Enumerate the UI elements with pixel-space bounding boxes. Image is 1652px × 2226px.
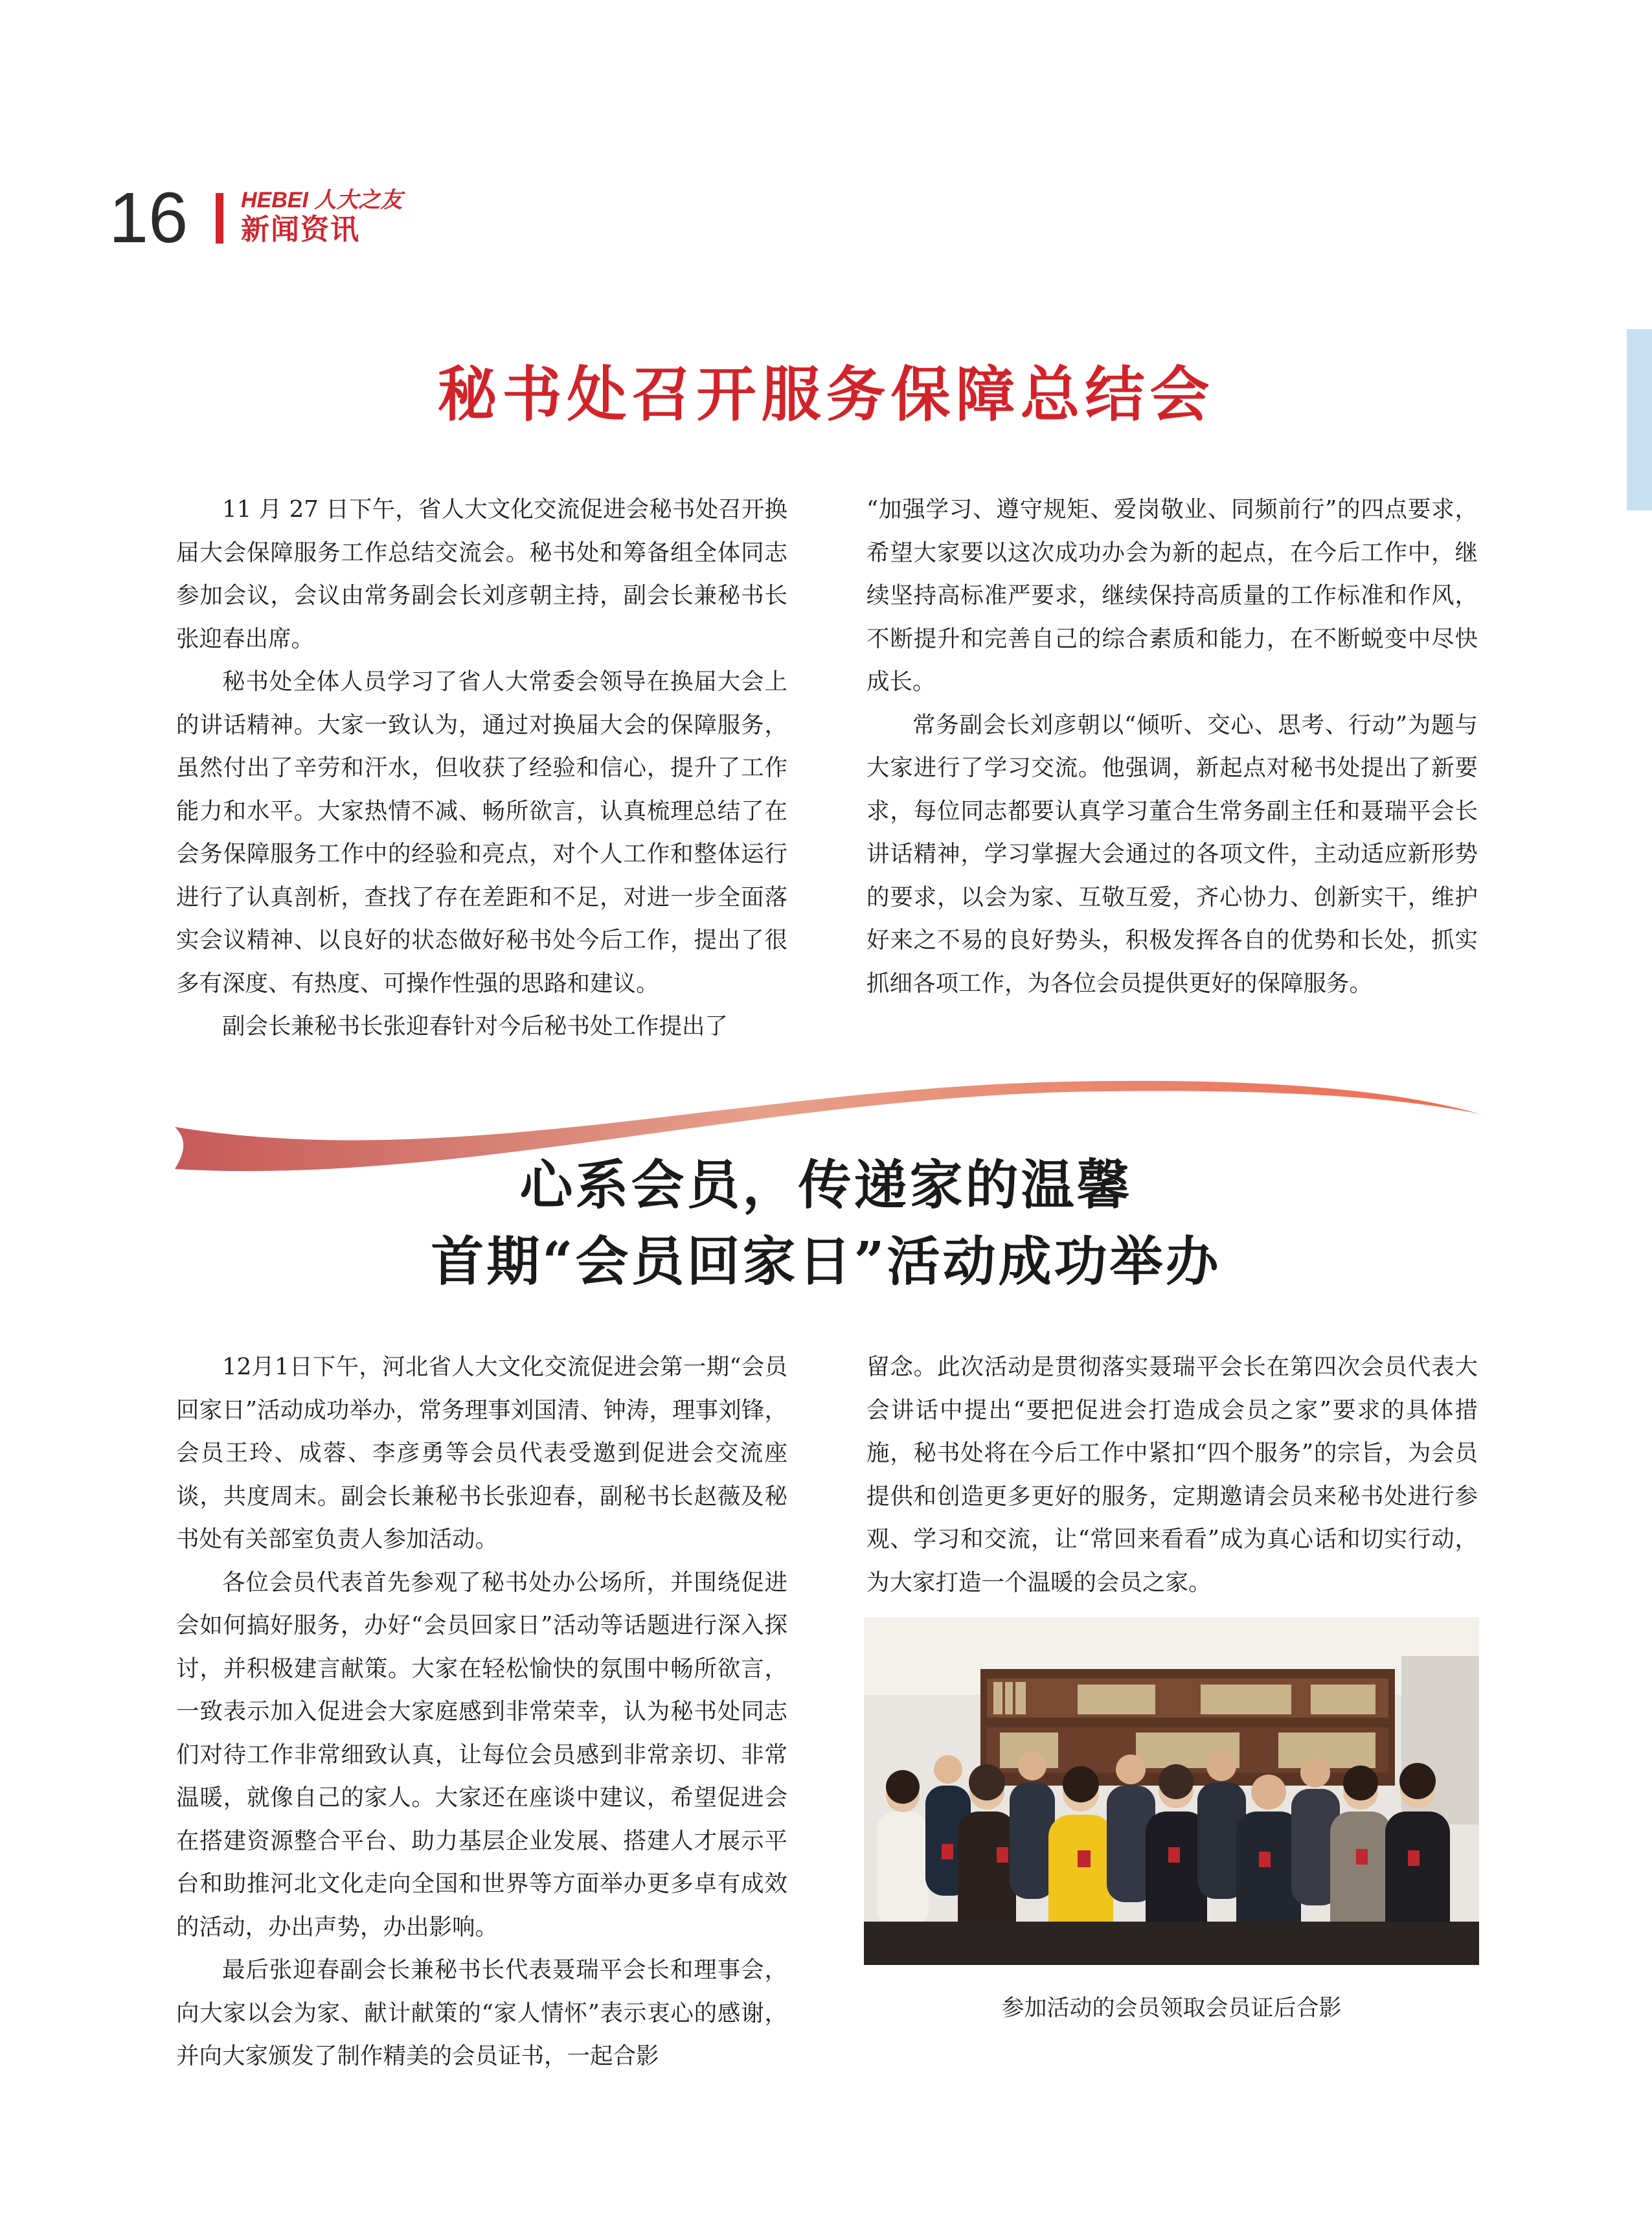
article2-right-column xyxy=(866,1346,1478,1604)
article2-title-line2: 首期“会员回家日”活动成功举办 xyxy=(431,1231,1221,1293)
article2-paragraph: 12月1日下午，河北省人大文化交流促进会第一期“会员回家日”活动成功举办，常务理事刘国清、钟涛，理事刘锋，会员王玲、成蓉、李彦勇等会员代表受邀到促进会交流座谈，共度周末。副会长兼秘书长张迎春，副秘书长赵薇及秘书处有关部室负责人参加活动。 xyxy=(176,1354,787,1552)
article1-right-column xyxy=(866,488,1478,1005)
article2-left-column xyxy=(176,1346,787,2078)
article1-paragraph: 11 月 27 日下午，省人大文化交流促进会秘书处召开换届大会保障服务工作总结交流会。秘书处和筹备组全体同志参加会议，会议由常务副会长刘彦朝主持，副会长兼秘书长张迎春出席。 xyxy=(176,496,787,652)
article1-paragraph: 常务副会长刘彦朝以“倾听、交心、思考、行动”为题与大家进行了学习交流。他强调，新起点对秘书处提出了新要求，每位同志都要认真学习董合生常务副主任和聂瑞平会长讲话精神，学习掌握大会通过的各项文件，主动适应新形势的要求，以会为家、互敬互爱，齐心协力、创新实干，维护好来之不易的良好势头，积极发挥各自的优势和长处，抓实抓细各项工作，为各位会员提供更好的保障服务。 xyxy=(866,711,1478,997)
article1-paragraph: 副会长兼秘书长张迎春针对今后秘书处工作提出了 xyxy=(222,1013,729,1039)
article1-title: 秘书处召开服务保障总结会 xyxy=(437,360,1215,429)
article1-paragraph: “加强学习、遵守规矩、爱岗敬业、同频前行”的四点要求，希望大家要以这次成功办会为新的起点，在今后工作中，继续坚持高标准严要求，继续保持高质量的工作标准和作风，不断提升和完善自己的综合素质和能力，在不断蜕变中尽快成长。 xyxy=(866,496,1478,695)
magazine-brand: HEBEI 人大之友 xyxy=(241,188,403,212)
article2-paragraph: 各位会员代表首先参观了秘书处办公场所，并围绕促进会如何搞好服务，办好“会员回家日”活动等话题进行深入探讨，并积极建言献策。大家在轻松愉快的氛围中畅所欲言，一致表示加入促进会大家庭感到非常荣幸，认为秘书处同志们对待工作非常细致认真，让每位会员感到非常亲切、非常温暖，就像自己的家人。大家还在座谈中建议，希望促进会在搭建资源整合平台、助力基层企业发展、搭建人才展示平台和助推河北文化走向全国和世界等方面举办更多卓有成效的活动，办出声势，办出影响。 xyxy=(176,1569,787,1940)
article1-paragraph: 秘书处全体人员学习了省人大常委会领导在换届大会上的讲话精神。大家一致认为，通过对换届大会的保障服务，虽然付出了辛劳和汗水，但收获了经验和信心，提升了工作能力和水平。大家热情不减、畅所欲言，认真梳理总结了在会务保障服务工作中的经验和亮点，对个人工作和整体运行进行了认真剖析，查找了存在差距和不足，对进一步全面落实会议精神、以良好的状态做好秘书处今后工作，提出了很多有深度、有热度、可操作性强的思路和建议。 xyxy=(176,668,787,997)
photo-caption: 参加活动的会员领取会员证后合影 xyxy=(1001,1995,1342,2021)
group-photo-illustration xyxy=(864,1617,1479,1965)
article2-title-line1: 心系会员，传递家的温馨 xyxy=(519,1154,1133,1216)
header-accent-bar xyxy=(216,193,223,244)
article2-paragraph: 留念。此次活动是贯彻落实聂瑞平会长在第四次会员代表大会讲话中提出“要把促进会打造成会员之家”要求的具体措施，秘书处将在今后工作中紧扣“四个服务”的宗旨，为会员提供和创造更多更好的服务，定期邀请会员来秘书处进行参观、学习和交流，让“常回来看看”成为真心话和切实行动，为大家打造一个温暖的会员之家。 xyxy=(866,1354,1478,1596)
page-number: 16 xyxy=(109,178,188,258)
article2-paragraph: 最后张迎春副会长兼秘书长代表聂瑞平会长和理事会，向大家以会为家、献计献策的“家人情怀”表示衷心的感谢，并向大家颁发了制作精美的会员证书，一起合影 xyxy=(176,1957,787,2069)
article1-left-column xyxy=(176,488,787,1049)
section-title: 新闻资讯 xyxy=(241,214,360,245)
group-photo xyxy=(864,1617,1479,1965)
